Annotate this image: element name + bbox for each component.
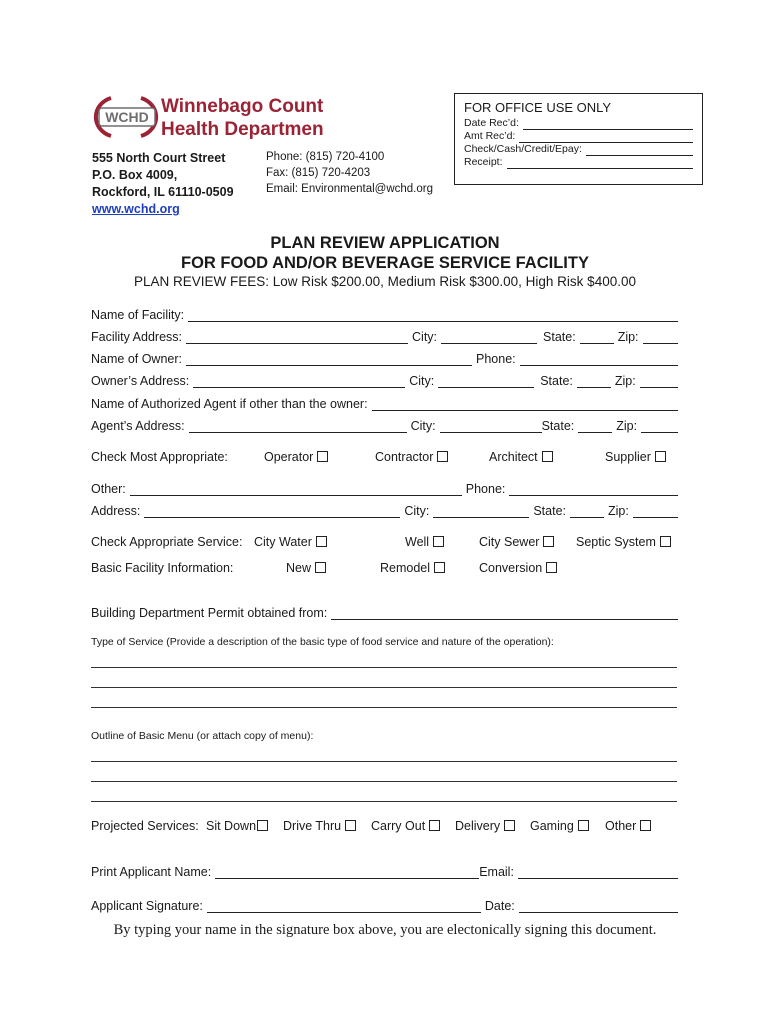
menu-outline-label: Outline of Basic Menu (or attach copy of menu): xyxy=(91,730,314,742)
signature-notice: By typing your name in the signature box above, you are electonically signing this document. xyxy=(113,922,657,938)
facility-name-field[interactable] xyxy=(188,310,678,322)
delivery-checkbox[interactable] xyxy=(504,820,515,831)
permit-label: Building Department Permit obtained from: xyxy=(91,606,328,620)
type-of-service-line-2[interactable] xyxy=(91,687,677,688)
row-owner-name xyxy=(91,350,678,366)
office-use-box xyxy=(454,93,703,185)
menu-outline-line-3[interactable] xyxy=(91,801,677,802)
logo-line1: Winnebago County xyxy=(161,96,323,117)
other-state-field[interactable] xyxy=(570,506,604,518)
other-address-field[interactable] xyxy=(144,506,400,518)
other-city-field[interactable] xyxy=(433,506,529,518)
office-amt-field[interactable] xyxy=(519,133,693,143)
option-gaming[interactable]: Gaming xyxy=(530,819,589,833)
office-payment-field[interactable] xyxy=(586,146,693,156)
option-remodel[interactable]: Remodel xyxy=(380,561,445,575)
owner-city-label: City: xyxy=(409,374,435,388)
office-row-date: Date Rec’d: xyxy=(464,117,693,130)
type-of-service-line-3[interactable] xyxy=(91,707,677,708)
option-delivery[interactable]: Delivery xyxy=(455,819,515,833)
wchd-logo-mark xyxy=(93,92,323,142)
type-of-service-line-1[interactable] xyxy=(91,667,677,668)
owner-city-field[interactable] xyxy=(438,376,534,388)
row-permit xyxy=(91,604,678,620)
office-title: FOR OFFICE USE ONLY xyxy=(464,100,612,115)
sit-down-checkbox[interactable] xyxy=(257,820,268,831)
contact-block xyxy=(266,149,433,197)
agent-state-field[interactable] xyxy=(578,421,612,433)
email-label: Email: xyxy=(479,865,514,879)
facility-state-label: State: xyxy=(543,330,576,344)
office-row-payment: Check/Cash/Credit/Epay: xyxy=(464,143,693,156)
carry-out-checkbox[interactable] xyxy=(429,820,440,831)
facility-address-field[interactable] xyxy=(186,332,408,344)
city-sewer-checkbox[interactable] xyxy=(543,536,554,547)
septic-system-checkbox[interactable] xyxy=(660,536,671,547)
architect-checkbox[interactable] xyxy=(542,451,553,462)
new-checkbox[interactable] xyxy=(315,562,326,573)
row-signature xyxy=(91,897,678,913)
row-owner-address xyxy=(91,372,678,388)
date-field[interactable] xyxy=(519,901,678,913)
menu-outline-line-2[interactable] xyxy=(91,781,677,782)
contractor-checkbox[interactable] xyxy=(437,451,448,462)
option-septic-system[interactable]: Septic System xyxy=(576,535,671,549)
other-state-label: State: xyxy=(533,504,567,518)
facility-state-field[interactable] xyxy=(580,332,614,344)
other-label: Other: xyxy=(91,482,126,496)
facility-name-label: Name of Facility: xyxy=(91,308,185,322)
row-facility-name xyxy=(91,306,678,322)
option-operator[interactable]: Operator xyxy=(264,450,328,464)
option-drive-thru[interactable]: Drive Thru xyxy=(283,819,356,833)
other-zip-field[interactable] xyxy=(633,506,678,518)
facility-zip-field[interactable] xyxy=(643,332,678,344)
option-conversion[interactable]: Conversion xyxy=(479,561,557,575)
signature-label: Applicant Signature: xyxy=(91,899,203,913)
option-carry-out[interactable]: Carry Out xyxy=(371,819,440,833)
city-water-checkbox[interactable] xyxy=(316,536,327,547)
gaming-checkbox[interactable] xyxy=(578,820,589,831)
option-new[interactable]: New xyxy=(286,561,326,575)
po-box: P.O. Box 4009, xyxy=(92,168,178,182)
other-phone-field[interactable] xyxy=(509,484,678,496)
other-field[interactable] xyxy=(130,484,462,496)
print-name-field[interactable] xyxy=(215,867,479,879)
row-agent-name xyxy=(91,395,678,411)
email-field[interactable] xyxy=(518,867,678,879)
form-title-line2: FOR FOOD AND/OR BEVERAGE SERVICE FACILITY xyxy=(181,254,589,272)
facility-city-field[interactable] xyxy=(441,332,537,344)
check-service-label: Check Appropriate Service: xyxy=(91,535,243,549)
other-zip-label: Zip: xyxy=(608,504,629,518)
owner-phone-label: Phone: xyxy=(476,352,516,366)
agent-zip-field[interactable] xyxy=(641,421,678,433)
facility-zip-label: Zip: xyxy=(617,330,639,344)
facility-address-label: Facility Address: xyxy=(91,330,183,344)
logo-line2: Health Department xyxy=(161,119,323,140)
row-print-name xyxy=(91,863,678,879)
agent-address-field[interactable] xyxy=(189,421,407,433)
office-receipt-field[interactable] xyxy=(507,159,693,169)
other-address-label: Address: xyxy=(91,504,141,518)
row-other xyxy=(91,480,678,496)
owner-phone-field[interactable] xyxy=(520,354,678,366)
permit-field[interactable] xyxy=(331,608,678,620)
print-name-label: Print Applicant Name: xyxy=(91,865,212,879)
option-well[interactable]: Well xyxy=(405,535,444,549)
owner-address-field[interactable] xyxy=(193,376,405,388)
facility-city-label: City: xyxy=(412,330,438,344)
agent-name-label: Name of Authorized Agent if other than the owner: xyxy=(91,397,368,411)
owner-zip-label: Zip: xyxy=(614,374,636,388)
owner-address-label: Owner’s Address: xyxy=(91,374,190,388)
other-phone-label: Phone: xyxy=(465,482,506,496)
menu-outline-line-1[interactable] xyxy=(91,761,677,762)
owner-state-field[interactable] xyxy=(577,376,611,388)
agent-name-field[interactable] xyxy=(372,399,678,411)
agent-city-field[interactable] xyxy=(440,421,542,433)
date-label: Date: xyxy=(484,899,515,913)
office-date-field[interactable] xyxy=(523,120,693,130)
office-row-amt: Amt Rec’d: xyxy=(464,130,693,143)
agent-city-label: City: xyxy=(410,419,436,433)
remodel-checkbox[interactable] xyxy=(434,562,445,573)
owner-state-label: State: xyxy=(540,374,573,388)
address-block xyxy=(92,150,234,218)
city-line: Rockford, IL 61110-0509 xyxy=(92,185,234,199)
supplier-checkbox[interactable] xyxy=(655,451,666,462)
office-row-receipt: Receipt: xyxy=(464,156,693,169)
owner-name-label: Name of Owner: xyxy=(91,352,183,366)
option-other-service[interactable]: Other xyxy=(605,819,651,833)
conversion-checkbox[interactable] xyxy=(546,562,557,573)
row-address xyxy=(91,502,678,518)
contact-fax: Fax: (815) 720-4203 xyxy=(266,167,371,179)
contact-email: Email: Environmental@wchd.org xyxy=(266,183,433,195)
row-facility-address xyxy=(91,328,678,344)
logo-abbr: WCHD xyxy=(105,109,149,125)
agent-zip-label: Zip: xyxy=(616,419,638,433)
projected-services-label: Projected Services: xyxy=(91,819,199,833)
owner-name-field[interactable] xyxy=(186,354,472,366)
option-contractor[interactable]: Contractor xyxy=(375,450,448,464)
row-agent-address xyxy=(91,417,678,433)
option-city-sewer[interactable]: City Sewer xyxy=(479,535,554,549)
plan-review-fees: PLAN REVIEW FEES: Low Risk $200.00, Medium Risk $300.00, High Risk $400.00 xyxy=(134,274,636,289)
option-sit-down[interactable]: Sit Down xyxy=(206,819,268,833)
signature-field[interactable] xyxy=(207,901,481,913)
form-title-line1: PLAN REVIEW APPLICATION xyxy=(270,234,500,252)
owner-zip-field[interactable] xyxy=(640,376,678,388)
street: 555 North Court Street xyxy=(92,151,226,165)
drive-thru-checkbox[interactable] xyxy=(345,820,356,831)
wchd-logo xyxy=(93,92,323,142)
type-of-service-label: Type of Service (Provide a description of the basic type of food service and nature of the operation): xyxy=(91,636,554,648)
operator-checkbox[interactable] xyxy=(317,451,328,462)
other-city-label: City: xyxy=(404,504,430,518)
option-city-water[interactable]: City Water xyxy=(254,535,327,549)
website-link[interactable]: www.wchd.org xyxy=(92,202,180,216)
contact-phone: Phone: (815) 720-4100 xyxy=(266,151,385,163)
facility-info-label: Basic Facility Information: xyxy=(91,561,234,575)
well-checkbox[interactable] xyxy=(433,536,444,547)
other-service-checkbox[interactable] xyxy=(640,820,651,831)
option-supplier[interactable]: Supplier xyxy=(605,450,666,464)
option-architect[interactable]: Architect xyxy=(489,450,553,464)
check-most-label: Check Most Appropriate: xyxy=(91,450,228,464)
agent-address-label: Agent’s Address: xyxy=(91,419,185,433)
agent-state-label: State: xyxy=(541,419,575,433)
